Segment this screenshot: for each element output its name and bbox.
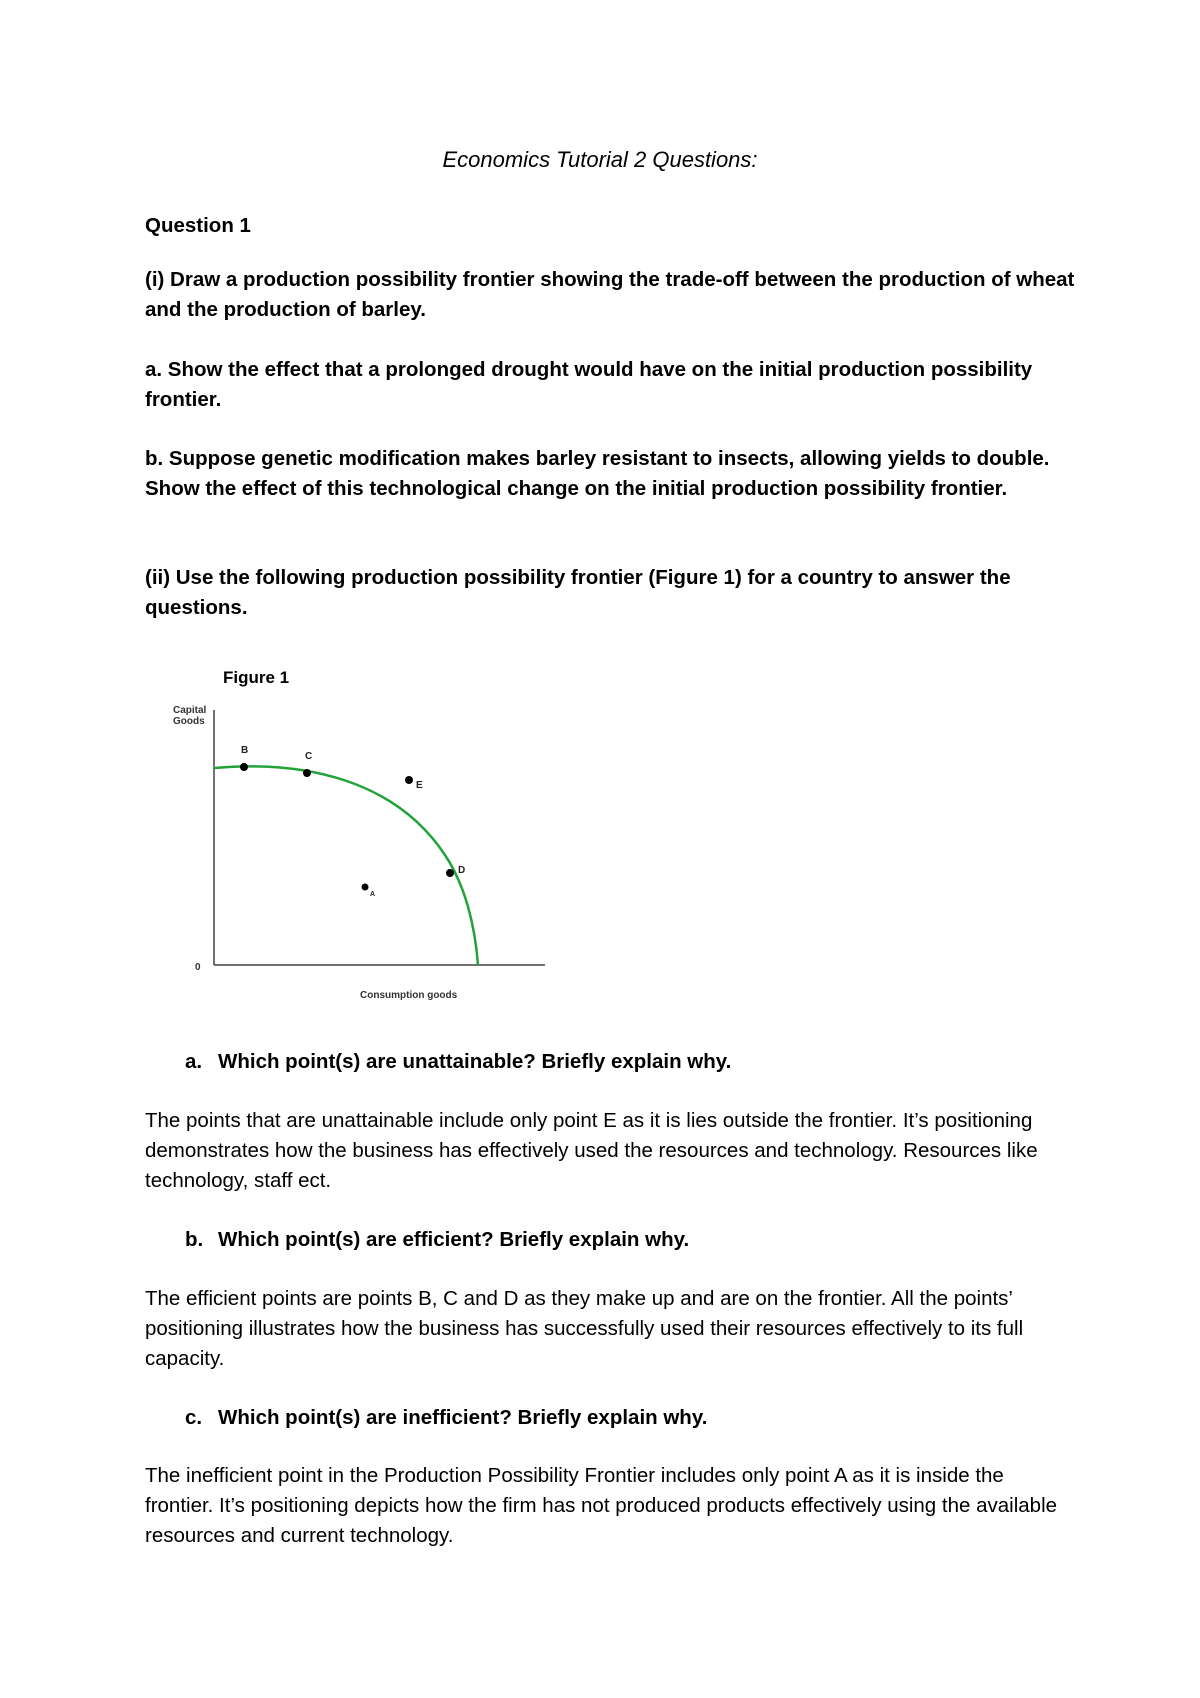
figure-title: Figure 1 bbox=[223, 668, 290, 687]
ppf-curve bbox=[214, 766, 478, 965]
figure-1 bbox=[165, 665, 565, 1015]
point-a-label: A bbox=[370, 891, 376, 898]
sub-question-a bbox=[185, 1047, 1075, 1077]
ppf-plot bbox=[165, 665, 565, 1015]
question-part-i: (i) Draw a production possibility frontier showing the trade-off between the production of wheat and the production of barley. bbox=[145, 268, 1075, 321]
point-d-label: D bbox=[458, 865, 466, 876]
point-c bbox=[303, 769, 311, 777]
answer-b: The efficient points are points B, C and D as they make up and are on the frontier. All the points’ positioning illustrates how the business has successfully used their resources effectively to its full capacity. bbox=[145, 1287, 1024, 1370]
origin-label: 0 bbox=[195, 962, 201, 973]
point-b bbox=[240, 763, 248, 771]
sub-question-a-letter: a. bbox=[185, 1050, 203, 1073]
point-c-label: C bbox=[305, 751, 313, 762]
y-axis-label: Capital Goods bbox=[173, 705, 207, 727]
x-axis-label: Consumption goods bbox=[360, 990, 458, 1001]
sub-question-b-letter: b. bbox=[185, 1228, 204, 1251]
point-a bbox=[362, 884, 369, 891]
point-e bbox=[405, 776, 413, 784]
point-b-label: B bbox=[241, 745, 249, 756]
question-part-i-b: b. Suppose genetic modification makes barley resistant to insects, allowing yields to double. Show the effect of this technological change on the initial production possibility frontier. bbox=[145, 447, 1050, 500]
question-heading: Question 1 bbox=[145, 214, 251, 237]
page-title: Economics Tutorial 2 Questions: bbox=[442, 147, 758, 172]
point-e-label: E bbox=[416, 780, 423, 791]
answer-c: The inefficient point in the Production Possibility Frontier includes only point A as it is inside the frontier. It’s positioning depicts how the firm has not produced products effectively using the available resources and current technology. bbox=[145, 1464, 1058, 1547]
question-part-ii: (ii) Use the following production possibility frontier (Figure 1) for a country to answer the questions. bbox=[145, 566, 1011, 619]
sub-question-a-text: Which point(s) are unattainable? Briefly explain why. bbox=[218, 1050, 732, 1073]
sub-question-c-text: Which point(s) are inefficient? Briefly explain why. bbox=[218, 1406, 708, 1429]
point-d bbox=[446, 869, 454, 877]
sub-question-b bbox=[185, 1225, 1075, 1255]
answer-a: The points that are unattainable include only point E as it is lies outside the frontier. It’s positioning demonstrates how the business has effectively used the resources and technology. Resources like technology, staff ect. bbox=[145, 1109, 1038, 1192]
sub-question-c bbox=[185, 1403, 1075, 1433]
sub-question-b-text: Which point(s) are efficient? Briefly explain why. bbox=[218, 1228, 690, 1251]
question-part-i-a: a. Show the effect that a prolonged drought would have on the initial production possibility frontier. bbox=[145, 358, 1033, 411]
sub-question-c-letter: c. bbox=[185, 1406, 203, 1429]
